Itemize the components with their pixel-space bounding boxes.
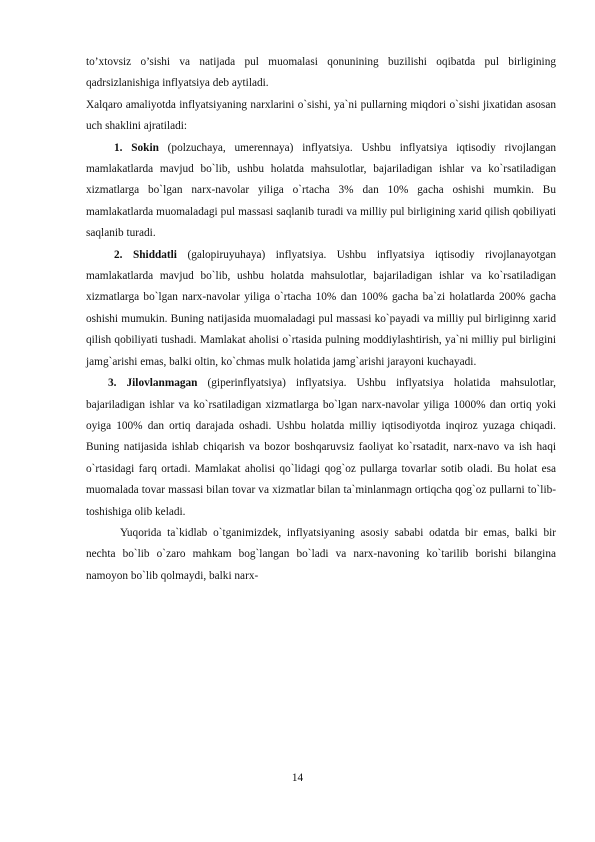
paragraph-hyperinflation	[86, 373, 556, 523]
text-galloping-inflation: (galopiruyuhaya) inflyatsiya. Ushbu inflyatsiya iqtisodiy rivojlanayotgan mamlakatlarda mavjud bo`lib, ushbu holatda mahsulotlar, bajariladigan ishlar va ko`rsatiladigan xizmatlarga bo`lgan narx-navolar yiliga o`rtacha 10% dan 100% gacha ba`zi holatlarda 200% gacha oshishi mumukin. Buning natijasida muomaladagi pul massasi ko`payadi va milliy pul birliginng xarid qilish qobiliyati tushadi. Mamlakat aholisi o`rtasida pulning moddiylashtirish, ya`ni milliy pul birligini jamg`arishi emas, balki oltin, ko`chmas mulk holatida jamg`arishi jarayoni kuchayadi.	[86, 248, 556, 368]
paragraph-three-forms-intro: Xalqaro amaliyotda inflyatsiyaning narxlarini o`sishi, ya`ni pullarning miqdori o`sishi jixatidan asosan uch shaklini ajratiladi:	[86, 98, 556, 133]
page-number: 14	[291, 772, 304, 784]
paragraph-inflation-definition: to’xtovsiz o’sishi va natijada pul muomalasi qonunining buzilishi oqibatda pul birligining qadrsizlanishiga inflyatsiya deb aytiladi.	[86, 56, 556, 90]
paragraph-inflation-causes: Yuqorida ta`kidlab o`tganimizdek, inflyatsiyaning asosiy sababi odatda bir emas, balki bir nechta bo`lib o`zaro mahkam bog`langan bo`ladi va narx-navoning ko`tarilib borishi bilangina namoyon bo`lib qolmaydi, balki narx-	[86, 526, 556, 582]
page-body	[86, 52, 556, 587]
heading-mild-inflation: 1. Sokin	[114, 141, 159, 154]
heading-hyperinflation: 3. Jilovlanmagan	[108, 377, 198, 390]
paragraph-galloping-inflation	[86, 245, 556, 373]
text-hyperinflation: (giperinflyatsiya) inflyatsiya. Ushbu inflyatsiya holatida mahsulotlar, bajariladigan ishlar va ko`rsatiladigan xizmatlarga bo`lgan narx-navolar yiliga 1000% dan ortiq yoki oyiga 100% dan ortiq darajada oshadi. Ushbu holatda milliy iqtisodiyotda inqiroz yuzaga chiqadi. Buning natijasida ishlab chiqarish va bozor boshqaruvsiz faoliyat ko`rsatadit, narx-navo va ish haqi o`rtasidagi farq ortadi. Mamlakat aholisi qo`lidagi qog`oz pullarga tovarlar sotib oladi. Bu holat esa muomalada tovar massasi bilan tovar va xizmatlar bilan ta`minlanmagn ortiqcha qog`oz pullarni to`lib-toshishiga olib keladi.	[86, 377, 556, 518]
paragraph-mild-inflation	[86, 138, 556, 245]
text-mild-inflation: (polzuchaya, umerennaya) inflyatsiya. Ushbu inflyatsiya iqtisodiy rivojlangan mamlakatlarda mavjud bo`lib, ushbu holatda mahsulotlar, bajariladigan ishlar va ko`rsatiladigan xizmatlarga bo`lgan narx-navolar yiliga o`rtacha 3% dan 10% gacha oshishi mumkin. Bu mamlakatlarda muomaladagi pul massasi saqlanib turadi va milliy pul birligining xarid qilish qobiliyati saqlanib turadi.	[86, 141, 556, 240]
heading-galloping-inflation: 2. Shiddatli	[114, 248, 177, 261]
